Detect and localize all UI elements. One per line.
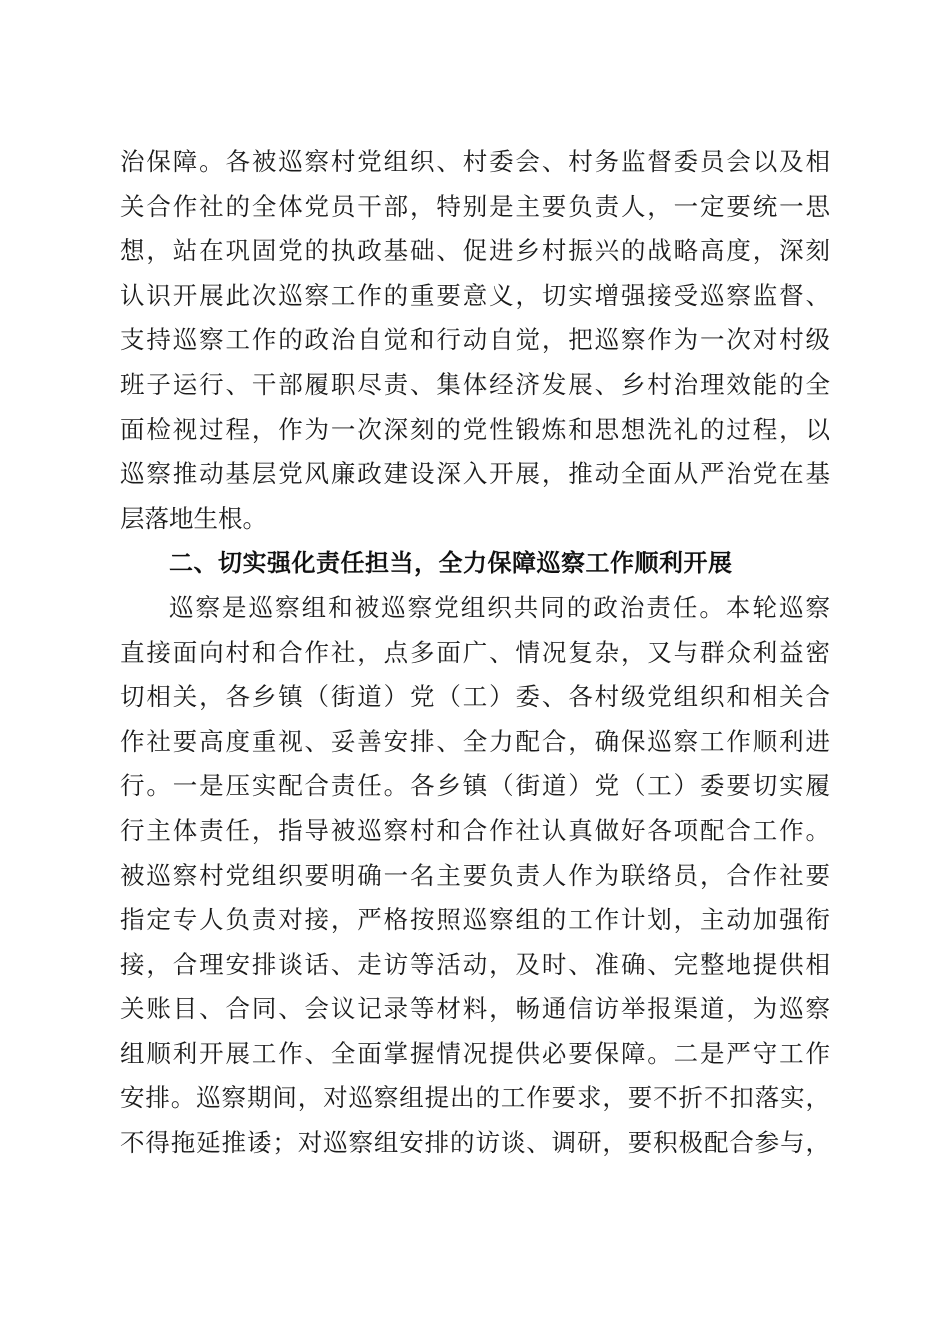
- text-line: 巡察是巡察组和被巡察党组织共同的政治责任。本轮巡察: [169, 592, 830, 622]
- text-line: 直接面向村和合作社，点多面广、情况复杂，又与群众利益密: [120, 637, 830, 667]
- text-line: 认识开展此次巡察工作的重要意义，切实增强接受巡察监督、: [120, 280, 830, 310]
- text-line: 被巡察村党组织要明确一名主要负责人作为联络员，合作社要: [120, 860, 830, 890]
- text-line: 面检视过程，作为一次深刻的党性锻炼和思想洗礼的过程，以: [120, 414, 830, 444]
- text-line: 安排。巡察期间，对巡察组提出的工作要求，要不折不扣落实，: [120, 1083, 830, 1113]
- text-line: 不得拖延推诿；对巡察组安排的访谈、调研，要积极配合参与，: [120, 1128, 830, 1158]
- section-heading: 二、切实强化责任担当，全力保障巡察工作顺利开展: [169, 549, 733, 578]
- text-line: 接，合理安排谈话、走访等活动，及时、准确、完整地提供相: [120, 949, 830, 979]
- paragraph-continued: [120, 140, 830, 541]
- text-line: 行。一是压实配合责任。各乡镇（街道）党（工）委要切实履: [120, 771, 830, 801]
- text-line: 切相关，各乡镇（街道）党（工）委、各村级党组织和相关合: [120, 682, 830, 712]
- document-body: [120, 140, 830, 1166]
- text-line: 想，站在巩固党的执政基础、促进乡村振兴的战略高度，深刻: [120, 236, 830, 266]
- paragraph-section-two: [120, 586, 830, 1166]
- text-line: 指定专人负责对接，严格按照巡察组的工作计划，主动加强衔: [120, 905, 830, 935]
- text-line: 关合作社的全体党员干部，特别是主要负责人，一定要统一思: [120, 191, 830, 221]
- text-line: 作社要高度重视、妥善安排、全力配合，确保巡察工作顺利进: [120, 726, 830, 756]
- text-line: 组顺利开展工作、全面掌握情况提供必要保障。二是严守工作: [120, 1038, 830, 1068]
- text-line: 行主体责任，指导被巡察村和合作社认真做好各项配合工作。: [120, 815, 830, 845]
- text-line: 巡察推动基层党风廉政建设深入开展，推动全面从严治党在基: [120, 459, 830, 489]
- text-line: 层落地生根。: [120, 503, 267, 533]
- text-line: 治保障。各被巡察村党组织、村委会、村务监督委员会以及相: [120, 147, 830, 176]
- text-line: 班子运行、干部履职尽责、集体经济发展、乡村治理效能的全: [120, 369, 830, 399]
- text-line: 支持巡察工作的政治自觉和行动自觉，把巡察作为一次对村级: [120, 325, 830, 355]
- text-line: 关账目、合同、会议记录等材料，畅通信访举报渠道，为巡察: [120, 994, 830, 1024]
